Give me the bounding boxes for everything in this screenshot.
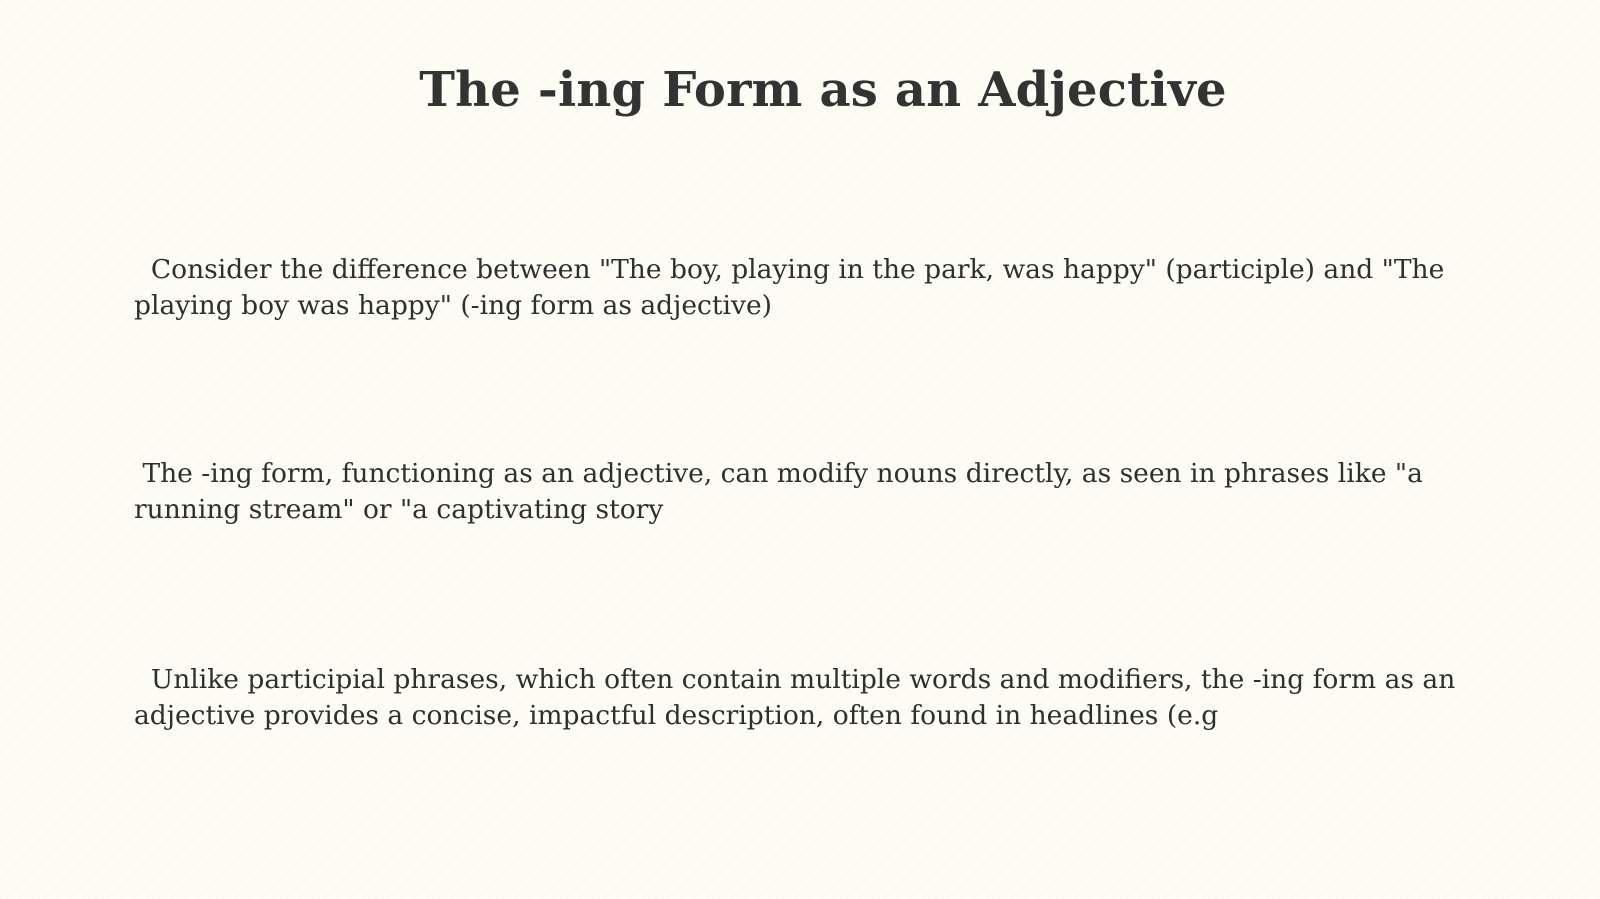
slide-title: The -ing Form as an Adjective bbox=[419, 62, 1227, 118]
paragraph-noun-modification: The -ing form, functioning as an adjective, can modify nouns directly, as seen in phrases like "a running stream" or "a captivating story bbox=[134, 458, 1432, 525]
paragraph-concise-description: Unlike participial phrases, which often contain multiple words and modifiers, the -ing form as an adjective provides a concise, impactful description, often found in headlines (e.g bbox=[134, 664, 1464, 731]
paragraph-participle-comparison: Consider the difference between "The boy, playing in the park, was happy" (participle) and "The playing boy was happy" (-ing form as adjective) bbox=[134, 254, 1453, 321]
